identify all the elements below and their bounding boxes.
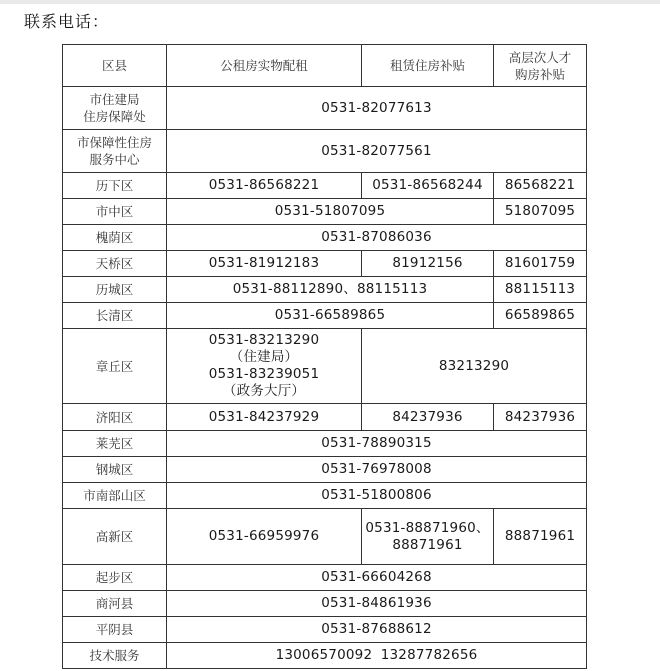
- phone-cell: 88115113: [494, 277, 587, 303]
- district-cell: 市保障性住房 服务中心: [63, 130, 167, 173]
- table-row: [63, 173, 587, 199]
- phone-cell: 0531-86568244: [362, 173, 494, 199]
- district-cell: 平阴县: [63, 617, 167, 643]
- phone-cell: 0531-88871960、 88871961: [362, 509, 494, 565]
- phone-cell: 0531-84237929: [167, 404, 362, 431]
- phone-cell: 0531-66604268: [167, 565, 587, 591]
- district-cell: 槐荫区: [63, 225, 167, 251]
- district-cell: 历城区: [63, 277, 167, 303]
- phone-cell: 88871961: [494, 509, 587, 565]
- table-row: [63, 199, 587, 225]
- phone-cell: 0531-51807095: [167, 199, 494, 225]
- phone-cell: 0531-88112890、88115113: [167, 277, 494, 303]
- phone-cell: 0531-84861936: [167, 591, 587, 617]
- contact-table: [62, 44, 587, 669]
- phone-cell: 0531-83213290 （住建局） 0531-83239051 （政务大厅）: [167, 329, 362, 404]
- phone-cell: 0531-66959976: [167, 509, 362, 565]
- phone-cell: 0531-81912183: [167, 251, 362, 277]
- district-cell: 市住建局 住房保障处: [63, 87, 167, 130]
- table-row: [63, 303, 587, 329]
- table-row: [63, 87, 587, 130]
- phone-cell: 86568221: [494, 173, 587, 199]
- table-row: [63, 565, 587, 591]
- phone-cell: 81912156: [362, 251, 494, 277]
- phone-cell: 0531-87086036: [167, 225, 587, 251]
- table-row: [63, 483, 587, 509]
- phone-cell: 13006570092 13287782656: [167, 643, 587, 669]
- district-cell: 天桥区: [63, 251, 167, 277]
- header-rental-subsidy: 租赁住房补贴: [362, 45, 494, 87]
- table-row: [63, 329, 587, 404]
- district-cell: 莱芜区: [63, 431, 167, 457]
- phone-cell: 0531-82077613: [167, 87, 587, 130]
- phone-cell: 0531-51800806: [167, 483, 587, 509]
- header-talent-subsidy: 高层次人才 购房补贴: [494, 45, 587, 87]
- header-public-rental: 公租房实物配租: [167, 45, 362, 87]
- phone-cell: 51807095: [494, 199, 587, 225]
- table-row: [63, 251, 587, 277]
- top-strip: [0, 0, 660, 4]
- phone-cell: 83213290: [362, 329, 587, 404]
- phone-cell: 81601759: [494, 251, 587, 277]
- header-district: 区县: [63, 45, 167, 87]
- district-cell: 长清区: [63, 303, 167, 329]
- district-cell: 钢城区: [63, 457, 167, 483]
- phone-cell: 0531-82077561: [167, 130, 587, 173]
- table-row: [63, 591, 587, 617]
- district-cell: 历下区: [63, 173, 167, 199]
- table-header-row: [63, 45, 587, 87]
- table-row: [63, 509, 587, 565]
- district-cell: 商河县: [63, 591, 167, 617]
- phone-cell: 0531-87688612: [167, 617, 587, 643]
- district-cell: 市中区: [63, 199, 167, 225]
- table-row: [63, 457, 587, 483]
- phone-cell: 84237936: [362, 404, 494, 431]
- district-cell: 技术服务: [63, 643, 167, 669]
- district-cell: 起步区: [63, 565, 167, 591]
- phone-cell: 84237936: [494, 404, 587, 431]
- page-heading: 联系电话：: [24, 12, 110, 31]
- table-row: [63, 277, 587, 303]
- table-row: [63, 431, 587, 457]
- phone-cell: 0531-78890315: [167, 431, 587, 457]
- table-row: [63, 130, 587, 173]
- table-row: [63, 617, 587, 643]
- district-cell: 市南部山区: [63, 483, 167, 509]
- phone-cell: 0531-86568221: [167, 173, 362, 199]
- phone-cell: 0531-76978008: [167, 457, 587, 483]
- table-row: [63, 404, 587, 431]
- district-cell: 济阳区: [63, 404, 167, 431]
- table-row: [63, 643, 587, 669]
- phone-cell: 0531-66589865: [167, 303, 494, 329]
- phone-cell: 66589865: [494, 303, 587, 329]
- table-row: [63, 225, 587, 251]
- district-cell: 高新区: [63, 509, 167, 565]
- district-cell: 章丘区: [63, 329, 167, 404]
